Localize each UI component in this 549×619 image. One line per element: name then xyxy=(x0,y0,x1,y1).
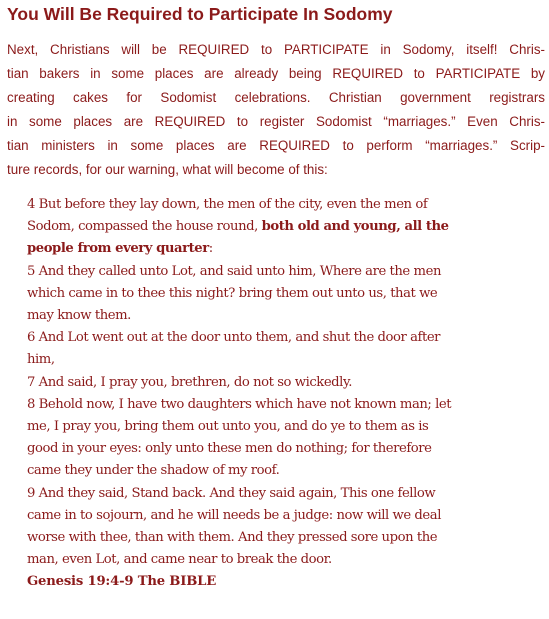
verse-4-text: Sodom, compassed the house round, xyxy=(27,219,262,235)
verse-9-line: came in to sojourn, and he will needs be a judge: now will we deal xyxy=(27,507,441,523)
verse-9-line: man, even Lot, and came near to break the door. xyxy=(27,552,332,568)
intro-line: tian ministers in some places are REQUIRED to perform “marriages.” Scrip- xyxy=(7,138,545,153)
intro-line: Next, Christians will be REQUIRED to PARTICIPATE in Sodomy, itself! Chris- xyxy=(7,42,545,57)
verse-4-line xyxy=(27,216,542,238)
scripture-quote xyxy=(27,194,542,594)
verse-8-line: good in your eyes: only unto these men do nothing; for therefore xyxy=(27,441,432,457)
verse-6-line: him, xyxy=(27,352,55,368)
verse-8-line: me, I pray you, bring them out unto you, and do ye to them as is xyxy=(27,419,429,435)
verse-6-line: 6 And Lot went out at the door unto them, and shut the door after xyxy=(27,330,441,346)
intro-line: tian bakers in some places are already being REQUIRED to PARTICIPATE by xyxy=(7,66,545,81)
intro-line: in some places are REQUIRED to register Sodomist “marriages.” Even Chris- xyxy=(7,114,545,129)
page-title: You Will Be Required to Participate In Sodomy xyxy=(7,4,393,24)
verse-5-line: which came in to thee this night? bring them out unto us, that we xyxy=(27,285,438,301)
verse-7-line: 7 And said, I pray you, brethren, do not so wickedly. xyxy=(27,374,352,390)
verse-9-line: 9 And they said, Stand back. And they said again, This one fellow xyxy=(27,485,436,501)
intro-line: creating cakes for Sodomist celebrations. Christian government registrars xyxy=(7,90,545,105)
verse-5-line: 5 And they called unto Lot, and said unto him, Where are the men xyxy=(27,263,441,279)
intro-line: ture records, for our warning, what will become of this: xyxy=(7,162,328,177)
verse-4-text: : xyxy=(208,241,213,257)
verse-5-line: may know them. xyxy=(27,308,131,324)
intro-paragraph xyxy=(7,38,545,182)
verse-4-emphasis: both old and young, all the xyxy=(261,219,449,235)
scripture-reference: Genesis 19:4-9 The BIBLE xyxy=(27,574,217,590)
verse-4-line xyxy=(27,238,542,260)
verse-9-line: worse with thee, than with them. And they pressed sore upon the xyxy=(27,530,438,546)
verse-8-line: came they under the shadow of my roof. xyxy=(27,463,280,479)
verse-4-line: 4 But before they lay down, the men of the city, even the men of xyxy=(27,197,428,212)
verse-8-line: 8 Behold now, I have two daughters which have not known man; let xyxy=(27,396,452,412)
verse-4-emphasis: people from every quarter xyxy=(27,241,209,257)
